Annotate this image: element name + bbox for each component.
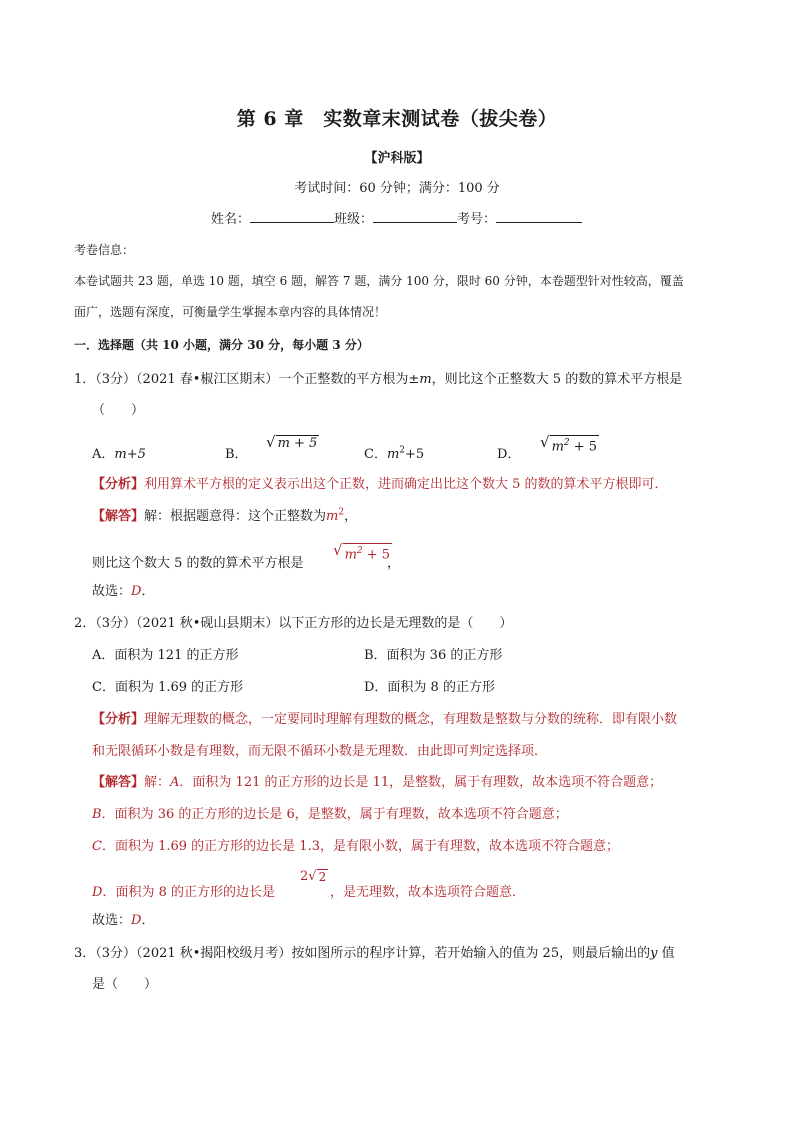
q1-answer-2-base: m <box>344 547 357 563</box>
q2-answer-c-letter: C <box>92 839 102 854</box>
q1-option-d-exp: 2 <box>563 438 570 448</box>
q1-choose-end: ． <box>141 584 155 599</box>
q2-choose-letter: D <box>131 913 142 928</box>
q1-option-d-base: m <box>551 439 564 455</box>
q2-answer-b <box>92 803 568 822</box>
q2-answer-tag: 【解答】 <box>92 775 145 790</box>
q1-answer-2 <box>92 552 304 571</box>
name-label: 姓名： <box>211 212 251 227</box>
info-line-1: 本卷试题共 23 题，单选 10 题，填空 6 题，解答 7 题，满分 100 分，限时 60 分钟，本卷题型针对性较高，覆盖 <box>74 274 684 288</box>
class-field[interactable] <box>373 210 457 223</box>
q1-option-d-sqrt: √ $m^2 + 5$ <box>540 433 598 455</box>
q2-answer-a-letter: A <box>170 775 180 790</box>
q1-var-m: m <box>419 372 432 387</box>
q1-answer-1 <box>92 505 357 524</box>
q2-answer-a <box>92 771 662 790</box>
q1-choose-text: 故选： <box>92 584 132 599</box>
q1-answer-2-sqrt: √ $m^2 + 5$ <box>333 541 391 563</box>
q1-answer-2-text: 则比这个数大 5 的数的算术平方根是 <box>92 556 304 571</box>
student-info-row <box>211 208 582 227</box>
q1-analysis-tag: 【分析】 <box>92 477 145 492</box>
q2-option-c[interactable]: C．面积为 1.69 的正方形 <box>92 680 244 695</box>
q1-option-d-rest: + 5 <box>569 439 598 455</box>
q1-stem-text-2: ，则比这个正整数大 5 的数的算术平方根是 <box>431 372 683 387</box>
q3-stem-text: 3．（3分）（2021 秋•揭阳校级月考）按如图所示的程序计算，若开始输入的值为 25，则最后输出的 <box>74 946 651 961</box>
q2-option-b[interactable]: B．面积为 36 的正方形 <box>364 648 503 663</box>
q1-stem-text: 1．（3分）（2021 春•椒江区期末）一个正整数的平方根为± <box>74 372 420 387</box>
q2-answer-pre: 解： <box>144 775 171 790</box>
q1-stem <box>74 368 682 387</box>
q1-option-b[interactable] <box>225 443 248 462</box>
exam-info: 考试时间：60 分钟；满分：100 分 <box>294 181 500 196</box>
q1-answer-exp: 2 <box>338 507 345 518</box>
edition-label: 【沪科版】 <box>364 151 430 166</box>
q3-stem-text-2: 值 <box>657 946 675 961</box>
number-label: 考号： <box>457 212 497 227</box>
class-label: 班级： <box>334 212 374 227</box>
q1-answer-text: 解：根据题意得：这个正整数为 <box>144 509 327 524</box>
name-field[interactable] <box>250 210 334 223</box>
q1-option-b-sqrt: √ m + 5 <box>266 433 318 451</box>
q2-answer-c <box>92 835 619 854</box>
q1-answer-2-end: ， <box>387 556 401 571</box>
q2-answer-d-post: ，是无理数，故本选项符合题意． <box>330 885 526 900</box>
q2-option-d[interactable]: D．面积为 8 的正方形 <box>364 680 495 695</box>
q1-paren: （ ） <box>92 403 145 418</box>
q2-answer-d-pre: ．面积为 8 的正方形的边长是 <box>102 885 275 900</box>
q3-var-y: y <box>650 946 658 961</box>
q1-choose-letter: D <box>131 584 142 599</box>
q1-option-c-rest: +5 <box>405 447 425 462</box>
q1-answer-2-exp: 2 <box>356 546 363 556</box>
q2-answer-d-sqrt: 2 √ 2 <box>300 869 327 884</box>
q2-answer-b-text: ．面积为 36 的正方形的边长是 6，是整数，属于有理数，故本选项不符合题意； <box>101 807 568 822</box>
q2-answer-d-letter: D <box>92 885 103 900</box>
q1-answer-2-rest: + 5 <box>362 547 391 563</box>
q3-stem-1 <box>74 942 675 961</box>
q2-option-a[interactable]: A．面积为 121 的正方形 <box>92 648 239 663</box>
info-line-2: 面广，选题有深度，可衡量学生掌握本章内容的具体情况！ <box>74 305 387 319</box>
q1-option-c-exp: 2 <box>399 445 406 456</box>
q2-answer-d <box>92 881 275 900</box>
q2-analysis-text-1: 理解无理数的概念，一定要同时理解有理数的概念，有理数是整数与分数的统称．即有限小数 <box>144 712 678 727</box>
q2-analysis-tag: 【分析】 <box>92 712 145 727</box>
q1-option-a-label: A． <box>92 447 115 462</box>
q2-answer-d-radicand: 2 <box>318 870 327 884</box>
q1-option-c-base: m <box>386 447 400 462</box>
q2-answer-b-letter: B <box>92 807 102 822</box>
info-heading: 考卷信息： <box>74 243 135 257</box>
q2-choose-text: 故选： <box>92 913 132 928</box>
q1-option-d-label: D． <box>497 447 521 462</box>
number-field[interactable] <box>496 210 582 223</box>
q1-option-a[interactable] <box>92 443 146 462</box>
q2-answer-c-text: ．面积为 1.69 的正方形的边长是 1.3，是有限小数，属于有理数，故本选项不符合题意； <box>101 839 619 854</box>
q1-option-a-expr: m+5 <box>114 447 146 462</box>
section-title: 一．选择题（共 10 小题，满分 30 分，每小题 3 分） <box>74 338 369 352</box>
q2-answer-a-text: ．面积为 121 的正方形的边长是 11，是整数，属于有理数，故本选项不符合题意； <box>179 775 663 790</box>
q1-option-c-label: C． <box>364 447 387 462</box>
q1-answer-tag: 【解答】 <box>92 509 145 524</box>
q2-stem: 2．（3分）（2021 秋•砚山县期末）以下正方形的边长是无理数的是（ ） <box>74 616 513 631</box>
q2-analysis-2: 和无限循环小数是有理数，而无限不循环小数是无理数．由此即可判定选择项． <box>92 744 548 759</box>
q1-analysis <box>92 473 668 492</box>
page-title: 第 6 章 实数章末测试卷（拔尖卷） <box>236 108 558 130</box>
q1-option-b-label: B． <box>225 447 248 462</box>
q1-analysis-text: 利用算术平方根的定义表示出这个正数，进而确定出比这个数大 5 的数的算术平方根即可． <box>144 477 668 492</box>
q2-choose <box>92 909 154 928</box>
q1-option-c[interactable] <box>364 443 424 462</box>
q3-stem-2: 是（ ） <box>92 977 158 992</box>
q1-answer-end: ， <box>344 509 358 524</box>
q2-answer-d-coef: 2 <box>300 869 309 884</box>
q2-analysis-1 <box>92 708 677 727</box>
q2-choose-end: ． <box>141 913 155 928</box>
q1-choose <box>92 580 154 599</box>
q1-option-d[interactable] <box>497 443 520 462</box>
q1-answer-var: m <box>326 509 339 524</box>
q1-option-b-radicand: m + 5 <box>277 436 318 451</box>
